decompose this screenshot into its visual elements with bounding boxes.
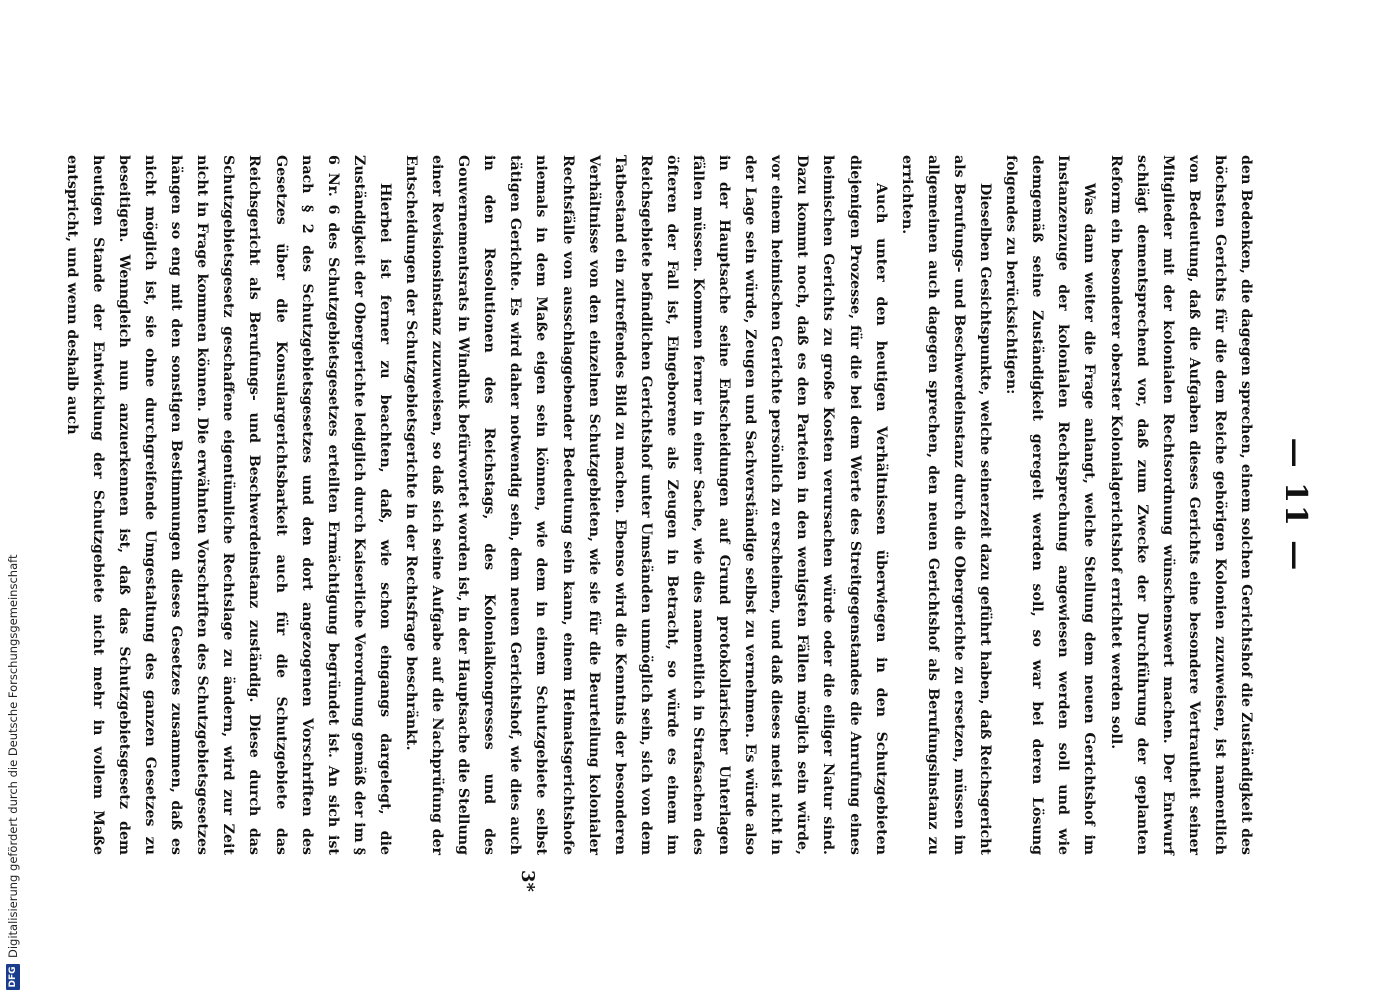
- funding-note: [0, 0, 22, 1000]
- paragraph: Auch unter den heutigen Verhältnissen überwiegen in den Schutzgebieten diejenigen Prozesse, für die bei dem Werte des Streitgegenstandes die Anrufung eines heimischen Gerichts zu große Kosten verursachen würde oder die eiliger Natur sind. Dazu kommt noch, daß es den Parteien in den wenigsten Fällen möglich sein würde, vor einem heimischen Gerichte persönlich zu erscheinen, und daß dieses meist nicht in der Lage sein würde, Zeugen und Sachverständige selbst zu vernehmen. Es würde also in der Hauptsache seine Entscheidungen auf Grund protokollarischer Unterlagen fällen müssen. Kommen ferner in einer Sache, wie dies namentlich in Strafsachen des öfteren der Fall ist, Eingeborene als Zeugen in Betracht, so würde es einem im Reichsgebiete befindlichen Gerichtshof unter Umständen unmöglich sein, sich von dem Tatbestand ein zutreffendes Bild zu machen. Ebenso wird die Kenntnis der besonderen Verhältnisse von den einzelnen Schutzgebieten, wie sie für die Beurteilung kolonialer Rechtsfälle von ausschlaggebender Bedeutung sein kann, einem Heimatsgerichtshofe niemals in dem Maße eigen sein können, wie dem in einem Schutzgebiete selbst tätigen Gerichte. Es wird daher notwendig sein, dem neuen Gerichtshof, wie dies auch in den Resolutionen des Reichstags, des Kolonialkongresses und des Gouvernementsrats in Windhuk befürwortet worden ist, in der Hauptsache die Stellung einer Revisionsinstanz zuzuweisen, so daß sich seine Aufgabe auf die Nachprüfung der Entscheidungen der Schutzgebietsgerichte in der Rechtsfrage beschränkt.: [403, 155, 889, 855]
- page-number: — 11 —: [1278, 437, 1313, 573]
- dfg-logo: DFG: [6, 964, 20, 990]
- funding-note-text-row: [2, 0, 24, 998]
- paragraph: Dieselben Gesichtspunkte, welche seinerzeit dazu geführt haben, daß Reichsgericht als Berufungs- und Beschwerdeinstanz durch die Obergerichte zu ersetzen, müssen im allgemeinen auch dagegen sprechen, den neuen Gerichtshof als Berufungsinstanz zu errichten.: [898, 155, 994, 855]
- paragraph: den Bedenken, die dagegen sprechen, einem solchen Gerichtshof die Zuständigkeit des höchsten Gerichts für die dem Reiche gehörigen Kolonien zuzuweisen, ist namentlich von Bedeutung, daß die Aufgaben dieses Gerichts eine besondere Vertrautheit seiner Mitglieder mit der kolonialen Rechtsordnung wünschenswert machen. Der Entwurf schlägt dementsprechend vor, daß zum Zwecke der Durchführung der geplanten Reform ein besonderer oberster Kolonialgerichtshof errichtet werden soll.: [1107, 155, 1254, 855]
- signature-mark: 3*: [517, 870, 538, 892]
- funding-note-text: Digitalisierung gefördert durch die Deutsche Forschungsgemeinschaft: [6, 554, 20, 958]
- paragraph: Hierbei ist ferner zu beachten, daß, wie schon eingangs dargelegt, die Zuständigkeit der Obergerichte lediglich durch Kaiserliche Verordnung gemäß der im § 6 Nr. 6 des Schutzgebietsgesetzes erteilten Ermächtigung begründet ist. An sich ist nach § 2 des Schutzgebietsgesetzes und den dort angezogenen Vorschriften des Gesetzes über die Konsulargerichtsbarkeit auch für die Schutzgebiete das Reichsgericht als Berufungs- und Beschwerdeinstanz zuständig. Diese durch das Schutzgebietsgesetz geschaffene eigentümliche Rechtslage zu ändern, wird zur Zeit nicht in Frage kommen können. Die erwähnten Vorschriften des Schutzgebietsgesetzes hängen so eng mit den sonstigen Bestimmungen dieses Gesetzes zusammen, daß es nicht möglich ist, sie ohne durchgreifende Umgestaltung des ganzen Gesetzes zu beseitigen. Wenngleich nun anzuerkennen ist, daß das Schutzgebietsgesetz dem heutigen Stande der Entwicklung der Schutzgebiete nicht mehr in vollem Maße entspricht, und wenn deshalb auch: [63, 155, 393, 855]
- page-content: [63, 155, 1313, 855]
- paragraph: Was dann weiter die Frage anlangt, welche Stellung dem neuen Gerichtshof im Instanzenzuge der kolonialen Rechtsprechung angewiesen werden soll und wie demgemäß seine Zuständigkeit geregelt werden soll, so war bei deren Lösung folgendes zu berücksichtigen:: [1003, 155, 1098, 855]
- body-text: [59, 155, 1259, 855]
